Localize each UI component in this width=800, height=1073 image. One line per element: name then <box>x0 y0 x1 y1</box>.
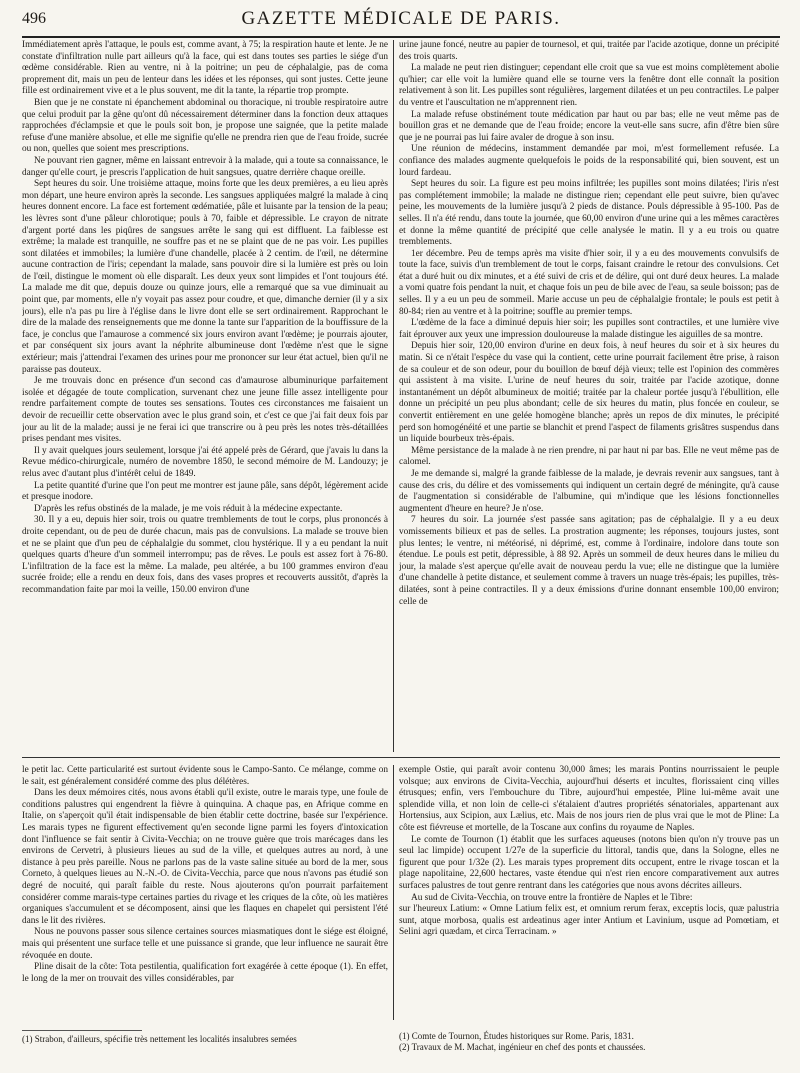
quotation: sur l'heureux Latium: « Omne Latium felix est, et omnium rerum ferax, exceptis locis, quæ palustria sunt, atque morbosa, qualis est ardeatinus ager inter Antium et Lavinium, usque ad Pomœtiam, et Selini agri quædam, et circa Terracinam. » <box>399 904 779 938</box>
paragraph: La malade ne peut rien distinguer; cependant elle croit que sa vue est moins complètement abolie qu'hier; car elle voit la lumière quand elle se tourne vers la fenêtre dont elle connaît la position relativement à son lit. Les pupilles sont régulières, largement dilatées et un peu contractiles. Le palper du ventre et l'auscultation ne m'apprennent rien. <box>399 63 779 108</box>
footnote-left: (1) Strabon, d'ailleurs, spécifie très nettement les localités insalubres semées <box>22 1034 297 1044</box>
paragraph: Il y avait quelques jours seulement, lorsque j'ai été appelé près de Gérard, que j'avais lu dans la Revue médico-chirurgicale, numéro de novembre 1850, le second mémoire de M. Landouzy; je relus avec d'autant plus d'intérêt celui de 1849. <box>22 445 388 479</box>
paragraph: 30. Il y a eu, depuis hier soir, trois ou quatre tremblements de tout le corps, plus prononcés à droite cependant, ou de peu de durée chacun, mais pas de convulsions. La malade se trouve bien et ne se plaint que d'un peu de céphalalgie du sommet, clou hystérique. Il y a eu pendant la nuit quelques quarts d'heure d'un sommeil interrompu; pas de rêves. Le pouls est assez fort à 76-80. L'infiltration de la face est la même. La malade, peu altérée, a bu 100 grammes environ d'eau sucrée froide; elle a rendu en deux fois, dans des vases propres et recouverts aussitôt, d'après la recommandation faite par moi la veille, 150.00 environ d'une <box>22 515 388 595</box>
footnote: (1) Comte de Tournon, Études historiques sur Rome. Paris, 1831. <box>399 1031 634 1041</box>
paragraph: Je me trouvais donc en présence d'un second cas d'amaurose albuminurique parfaitement isolée et dégagée de toute complication, survenant chez une jeune fille assez intelligente pour rendre parfaitement compte de toutes ses sensations. Toutes ces circonstances me faisaient un devoir de recueillir cette observation avec le plus grand soin, et c'est ce que j'ai fait deux fois par jour au lit de la malade; aussi je ne ferai ici que transcrire ou à peu près les notes très-détaillées prises pendant mes visites. <box>22 376 388 445</box>
paragraph: Sept heures du soir. Une troisième attaque, moins forte que les deux premières, a eu lieu après mon départ, une heure environ après la seconde. Les sangsues appliquées malgré la malade à cinq heures donnent encore. La face est fortement œdématiée, pâle et luisante par la tension de la peau; les lèvres sont d'une pâleur chlorotique; pouls à 70, faible et dépressible. Le crayon de nitrate d'argent porté dans les piqûres de sangsues arrête le sang qui est diffluent. La faiblesse est extrême; la malade est tranquille, ne souffre pas et ne se plaint que de ne pas voir. Les pupilles sont dilatées et immobiles; la lumière d'une chandelle, placée à 2 centim. de l'œil, ne détermine aucune contraction de l'iris; cependant la malade, sans pouvoir dire si la lumière est près ou loin de l'œil, distingue le moment où elle disparaît. Les deux yeux sont limpides et l'ont toujours été. La malade me dit que, depuis douze ou quinze jours, elle a remarqué que sa vue diminuait au point que, par moments, elle n'y voyait pas assez pour coudre, et que, dimanche dernier (il y a six jours), elle n'a pas pu lire à l'église dans le livre dont elle se sert ordinairement. Rapprochant le dire de la malade des renseignements que me donne la tante sur l'apparition de la bouffissure de la face, je conclus que l'amaurose a commencé six jours environ avant l'œdème; je pourrais ajouter, et par conséquent six jours avant la néphrite albumineuse dont l'œdème n'est que le signe extérieur; mais j'attendrai l'examen des urines pour me prononcer sur leur état actuel, bien qu'il ne paraisse pas douteux. <box>22 179 388 375</box>
paragraph: exemple Ostie, qui paraît avoir contenu 30,000 âmes; les marais Pontins nourrissaient le peuple volsque; aux environs de Civita-Vecchia, aujourd'hui déserts et incultes, florissaient cinq villes étrusques; enfin, vers l'embouchure du Tibre, aujourd'hui empestée, Pline lui-même avait une splendide villa, et non loin de celle-ci s'étalaient d'autres propriétés sénatoriales, appartenant aux Hortensius, aux Scipion, aux Lælius, etc. Mais de nos jours rien de plus vrai que le mot de Pline: La côte est fiévreuse et mortelle, de la Toscane aux confins du royaume de Naples. <box>399 765 779 833</box>
column-upper-right <box>399 40 779 750</box>
column-lower-right <box>399 765 779 1025</box>
paragraph: La petite quantité d'urine que l'on peut me montrer est jaune pâle, sans dépôt, légèrement acide et presque inodore. <box>22 480 388 503</box>
column-divider <box>393 765 394 1020</box>
paragraph: Je me demande si, malgré la grande faiblesse de la malade, je devrais revenir aux sangsues, tant à cause des cris, du délire et des vomissements qui indiquent un certain degré de méningite, qu'à cause de l'augmentation si considérable de l'albumine, qui m'indique que les lésions fonctionnelles augmentent d'heure en heure? Je n'ose. <box>399 468 779 514</box>
footnotes-right <box>399 1031 779 1053</box>
paragraph: Ne pouvant rien gagner, même en laissant entrevoir à la malade, qui a toute sa connaissance, le danger qu'elle court, je prescris l'application de huit sangsues, quatre derrière chaque oreille. <box>22 155 388 178</box>
paragraph: Immédiatement après l'attaque, le pouls est, comme avant, à 75; la respiration haute et lente. Je ne constate d'infiltration nulle part ailleurs qu'à la face, qui est dans toutes ses parties le siége d'un œdème considérable. Rien au ventre, ni à la poitrine; un peu de céphalalgie, pas de coma proprement dit, mais un peu de lenteur dans les idées et les réponses, qui sont justes. Cette jeune fille est ordinairement vive et a le plus souvent, me dit la tante, la répartie trop prompte. <box>22 40 388 97</box>
column-lower-left <box>22 765 388 1025</box>
paragraph: L'œdème de la face a diminué depuis hier soir; les pupilles sont contractiles, et une lumière vive fait éprouver aux yeux une impression douloureuse la malade distingue les aiguilles de sa montre. <box>399 318 779 340</box>
page-number: 496 <box>22 10 46 27</box>
journal-title: GAZETTE MÉDICALE DE PARIS. <box>241 8 561 29</box>
footnote-rule <box>22 1030 142 1031</box>
paragraph: 7 heures du soir. La journée s'est passée sans agitation; pas de céphalalgie. Il y a eu deux vomissements bilieux et pas de selles. La prostration augmente; les réponses, toujours justes, sont plus lentes; le ventre, ni météorisé, ni déprimé, est, comme à l'ordinaire, indolore dans toute son étendue. Le pouls est petit, dépressible, à 88 92. Après un sommeil de deux heures dans le milieu du jour, la malade s'est aperçue qu'elle avait de nouveau perdu la vue; elle ne distingue que la lumière d'une chandelle à petite distance, et seulement comme à travers un nuage très-épais; les pupilles, très-dilatées, sont à peine contractiles. Il y a deux émissions d'urine donnant ensemble 100,00 environ; celle de <box>399 515 779 607</box>
paragraph: Même persistance de la malade à ne rien prendre, ni par haut ni par bas. Elle ne veut même pas de calomel. <box>399 445 779 468</box>
section-divider <box>22 757 780 758</box>
paragraph: Nous ne pouvons passer sous silence certaines sources miasmatiques dont le siége est éloigné, mais qui présentent une surface telle et une puissance si grande, que leur influence ne saurait être révoquée en doute. <box>22 927 388 961</box>
paragraph: 1er décembre. Peu de temps après ma visite d'hier soir, il y a eu des mouvements convulsifs de toute la face, suivis d'un tremblement de tout le corps, faisant craindre le retour des convulsions. Cet état a duré huit ou dix minutes, et a été suivi de cris et de délire, qui ont duré deux heures. La malade a vomi quatre fois pendant la nuit, et chaque fois un peu de bile avec de l'eau, sa seule boisson; pas de selles. Il y a eu un peu de sommeil. Marie accuse un peu de céphalalgie frontale; le pouls est petit à 80-84; rien au ventre et à la poitrine; souffle au premier temps. <box>399 248 779 317</box>
paragraph: La malade refuse obstinément toute médication par haut ou par bas; elle ne veut même pas de bouillon gras et ne demande que de l'eau froide; encore la veut-elle sans sucre, afin d'être bien sûre que je ne pourrai pas lui faire avaler de drogue à son insu. <box>399 109 779 143</box>
paragraph: Depuis hier soir, 120,00 environ d'urine en deux fois, à neuf heures du soir et à six heures du matin. Si ce n'était l'espèce du vase qui la contient, cette urine pourrait facilement être prise, à raison de sa couleur et de son odeur, pour du bouillon de bœuf déjà vieux; telle est l'opinion des commères qui assistent à ma visite. L'urine de neuf heures du soir, traitée par l'acide azotique, donne instantanément un dépôt albumineux de moitié; traitée par la chaleur portée jusqu'à l'ébullition, elle donne un précipité un peu plus abondant; celle de six heures du matin, plus foncée en couleur, se convertit entièrement en une gelée homogène blanche; après un repos de dix minutes, le précipité perd son homogénéité et une partie se blanchit et prend l'aspect de filaments grisâtres suspendus dans un liquide bourbeux très-épais. <box>399 341 779 445</box>
footnote: (2) Travaux de M. Machat, ingénieur en chef des ponts et chaussées. <box>399 1042 646 1052</box>
paragraph: Sept heures du soir. La figure est peu moins infiltrée; les pupilles sont moins dilatées; l'iris n'est pas complétement immobile; la malade ne distingue rien; cependant elle peut suivre, bien qu'avec peine, les mouvements de la lumière jusqu'à 2 pieds de distance. Pouls dépressible à 95-100. Pas de selles. Il n'a été rendu, dans toute la journée, que 60,00 environ d'une urine qui a les mêmes caractères et donne la même quantité de précipité que celle analysée le matin. Il y a eu trois ou quatre tremblements. <box>399 179 779 248</box>
paragraph: urine jaune foncé, neutre au papier de tournesol, et qui, traitée par l'acide azotique, donne un précipité des trois quarts. <box>399 40 779 62</box>
header-rule <box>22 36 780 38</box>
paragraph: Au sud de Civita-Vecchia, on trouve entre la frontière de Naples et le Tibre: <box>411 892 693 903</box>
paragraph: D'après les refus obstinés de la malade, je me vois réduit à la médecine expectante. <box>34 503 343 514</box>
paragraph: Une réunion de médecins, instamment demandée par moi, m'est formellement refusée. La confiance des malades augmente quelquefois le poids de la responsabilité qui, bien souvent, est un lourd fardeau. <box>399 144 779 178</box>
paragraph: Le comte de Tournon (1) établit que les surfaces aqueuses (notons bien qu'on n'y trouve pas un seul lac limpide) occupent 1/27e de la superficie du littoral, tandis que, dans la Sologne, elles ne figurent que pour 1/32e (2). Les marais types proprement dits occupent, entre le rivage toscan et la plage napolitaine, 22,600 hectares, vaste étendue qui n'est rien encore comparativement aux autres surfaces palustres de tout genre rentrant dans les catégories que nous avons décrites ailleurs. <box>399 834 779 891</box>
paragraph: Bien que je ne constate ni épanchement abdominal ou thoracique, ni trouble respiratoire autre que celui produit par la gêne qu'ont dû nécessairement déterminer dans la fonction deux attaques rapprochées d'éclampsie et que le pouls soit bon, je propose une saignée, que la petite malade refuse d'une manière absolue, et elle me signifie qu'elle ne prendra rien que de l'eau froide, sucrée ou non, quelles que soient mes prescriptions. <box>22 97 388 155</box>
page-header <box>22 8 780 34</box>
paragraph: Dans les deux mémoires cités, nous avons établi qu'il existe, outre le marais type, une foule de conditions palustres qui engendrent la fièvre à quinquina. A chaque pas, en Afrique comme en Italie, on s'aperçoit qu'il était indispensable de bien établir cette doctrine, basée sur l'expérience. Les marais types ne figurent effectivement qu'en seconde ligne parmi les foyers d'intoxication dont l'influence se fait sentir à Civita-Vecchia; on ne trouve guère que trois marécages dans les environs de Cervetri, à plusieurs lieues au sud de la ville, et quelques autres au nord, à une distance à peu près pareille. Nous ne parlons pas de la vaste saline située au bord de la mer, sous Corneto, à quelques lieues au N.-N.-O. de Civita-Vecchia, parce que nous n'avons pas étudié son degré de nocuité, qui paraît faible du reste. Nous ajouterons qu'on pourrait parfaitement considérer comme marais-type certaines parties du rivage et les criques de la côte, où les matières organiques s'accumulent et se décomposent, ainsi que les flaques en chapelet qui persistent l'été dans le lit des rivières. <box>22 788 388 926</box>
column-divider <box>393 40 394 752</box>
column-upper-left <box>22 40 388 750</box>
paragraph: le petit lac. Cette particularité est surtout évidente sous le Campo-Santo. Ce mélange, comme on le sait, est généralement considéré comme des plus délétères. <box>22 765 388 787</box>
paragraph: Pline disait de la côte: Tota pestilentia, qualification fort exagérée à cette époque (1). En effet, le long de la mer on trouvait des villes considérables, par <box>22 962 388 984</box>
